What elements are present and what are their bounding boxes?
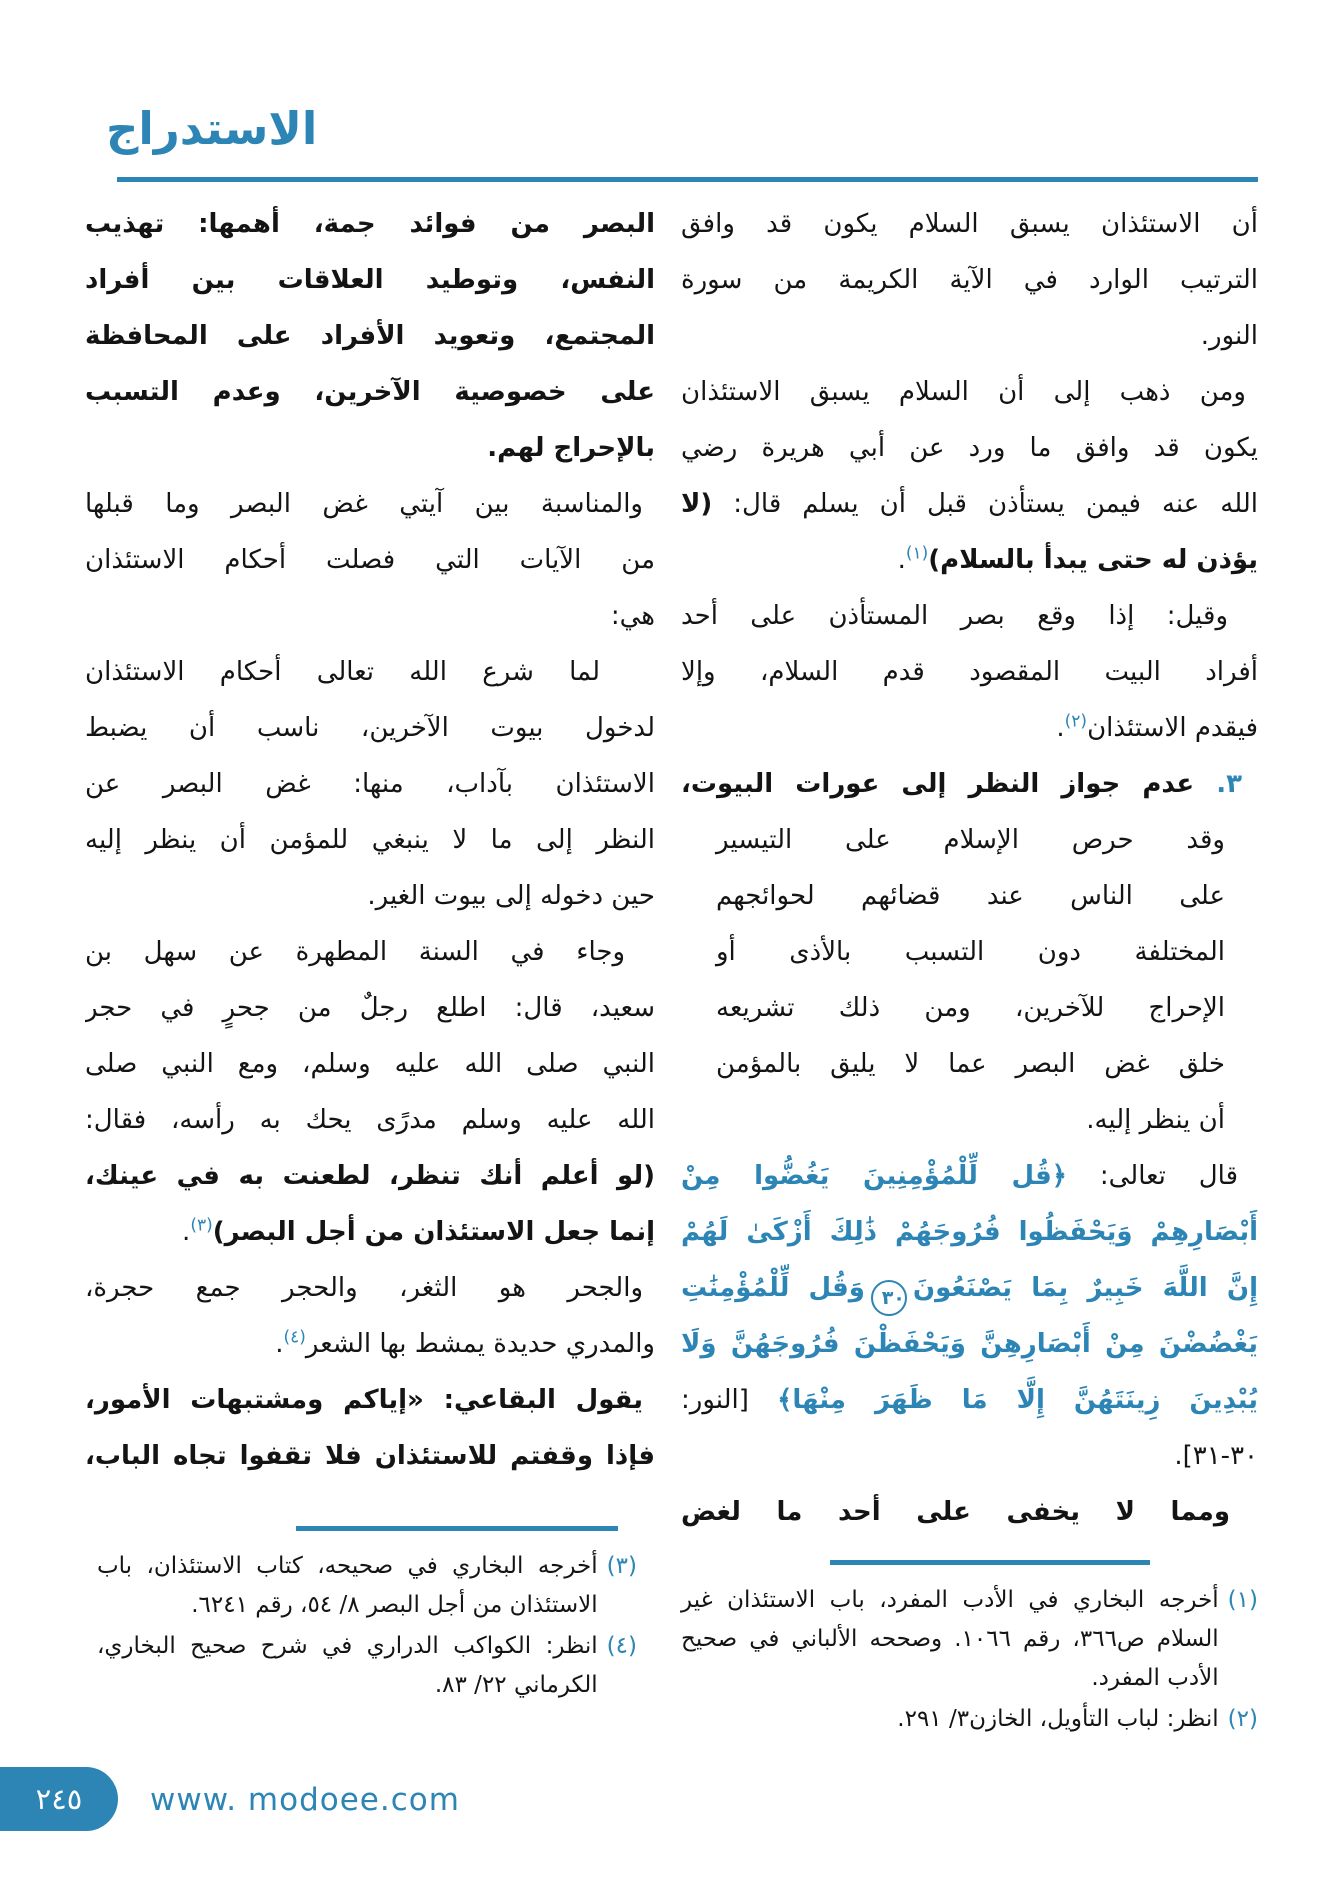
quran-text-segment: يَغْضُضْنَ مِنْ أَبْصَارِهِنَّ وَيَحْفَظْنَ فُرُوجَهُنَّ وَلَا bbox=[681, 1329, 1258, 1359]
footnote-separator bbox=[296, 1526, 618, 1531]
running-head-title: الاستدراج bbox=[106, 102, 318, 155]
text-segment: . bbox=[182, 1217, 191, 1247]
text-line bbox=[85, 1372, 655, 1428]
text-line bbox=[85, 868, 655, 924]
column-left bbox=[85, 196, 655, 1484]
text-segment: . bbox=[275, 1329, 284, 1359]
text-segment: لما شرع الله تعالى أحكام الاستئذان bbox=[85, 657, 600, 687]
footnote bbox=[681, 1581, 1258, 1698]
text-segment: حين دخوله إلى بيوت الغير. bbox=[367, 881, 655, 911]
footnotes-left bbox=[97, 1526, 637, 1707]
text-segment: المختلفة دون التسبب بالأذى أو bbox=[716, 937, 1225, 967]
text-line bbox=[681, 924, 1258, 980]
text-segment: يكون قد وافق ما ورد عن أبي هريرة رضي bbox=[681, 433, 1258, 463]
text-segment: والمدري حديدة يمشط بها الشعر bbox=[305, 1329, 655, 1359]
text-line bbox=[85, 532, 655, 588]
text-line bbox=[681, 1260, 1258, 1316]
text-segment: (لا bbox=[681, 489, 713, 519]
text-segment: يؤذن له حتى يبدأ بالسلام) bbox=[928, 545, 1258, 575]
footnote-marker: (٤) bbox=[283, 1327, 306, 1348]
text-line bbox=[85, 644, 655, 700]
text-line bbox=[85, 1036, 655, 1092]
text-line bbox=[681, 1148, 1258, 1204]
footnote bbox=[97, 1627, 637, 1705]
quran-text-segment: إِنَّ اللَّهَ خَبِيرٌ بِمَا يَصْنَعُونَ bbox=[912, 1273, 1258, 1303]
footnote-number: (٤) bbox=[606, 1633, 637, 1659]
text-segment: ٣٠-٣١]. bbox=[1174, 1441, 1258, 1471]
text-segment: (لو أعلم أنك تنظر، لطعنت به في عينك، bbox=[85, 1161, 655, 1191]
text-segment: بالإحراج لهم. bbox=[487, 433, 655, 463]
text-line bbox=[85, 980, 655, 1036]
header-rule bbox=[117, 177, 1258, 182]
footnote bbox=[681, 1700, 1258, 1739]
text-segment: النور. bbox=[1200, 321, 1258, 351]
page-number: ٢٤٥ bbox=[35, 1782, 83, 1816]
text-segment: الله عنه فيمن يستأذن قبل أن يسلم قال: bbox=[712, 489, 1258, 519]
text-line bbox=[85, 308, 655, 364]
text-line bbox=[85, 588, 655, 644]
text-segment: . bbox=[1056, 713, 1065, 743]
text-line bbox=[85, 1316, 655, 1372]
text-line bbox=[85, 420, 655, 476]
text-segment: الإحراج للآخرين، ومن ذلك تشريعه bbox=[716, 993, 1225, 1023]
footnotes-right bbox=[681, 1560, 1258, 1741]
text-segment: فإذا وقفتم للاستئذان فلا تقفوا تجاه الباب، bbox=[85, 1441, 655, 1471]
text-segment: سعيد، قال: اطلع رجلٌ من جحرٍ في حجر bbox=[85, 993, 655, 1023]
footnote bbox=[97, 1547, 637, 1625]
footnote-text: انظر: لباب التأويل، الخازن٣/ ٢٩١. bbox=[897, 1706, 1219, 1732]
text-line bbox=[85, 1204, 655, 1260]
text-segment: أفراد البيت المقصود قدم السلام، وإلا bbox=[681, 657, 1258, 687]
text-line bbox=[681, 868, 1258, 924]
text-line bbox=[681, 588, 1258, 644]
text-line bbox=[681, 1092, 1258, 1148]
text-segment: وقيل: إذا وقع بصر المستأذن على أحد bbox=[681, 601, 1228, 631]
text-line bbox=[85, 476, 655, 532]
text-line bbox=[85, 924, 655, 980]
text-line bbox=[681, 700, 1258, 756]
text-segment: النبي صلى الله عليه وسلم، ومع النبي صلى bbox=[85, 1049, 655, 1079]
footnote-number: (٢) bbox=[1227, 1706, 1258, 1732]
text-segment: لدخول بيوت الآخرين، ناسب أن يضبط bbox=[85, 713, 655, 743]
text-line bbox=[85, 812, 655, 868]
text-line bbox=[681, 532, 1258, 588]
text-line bbox=[681, 252, 1258, 308]
text-segment: والمناسبة بين آيتي غض البصر وما قبلها bbox=[85, 489, 643, 519]
text-segment: وقد حرص الإسلام على التيسير bbox=[716, 825, 1225, 855]
text-segment: على خصوصية الآخرين، وعدم التسبب bbox=[85, 377, 655, 407]
text-segment: من الآيات التي فصلت أحكام الاستئذان bbox=[85, 545, 655, 575]
text-segment: على الناس عند قضائهم لحوائجهم bbox=[716, 881, 1225, 911]
text-segment: البصر من فوائد جمة، أهمها: تهذيب bbox=[85, 209, 655, 239]
text-line bbox=[85, 1428, 655, 1484]
page-number-tab bbox=[0, 1767, 118, 1831]
text-line bbox=[85, 1092, 655, 1148]
text-line bbox=[85, 364, 655, 420]
footnote-marker: (٣) bbox=[190, 1215, 213, 1236]
text-line bbox=[85, 252, 655, 308]
text-line bbox=[85, 756, 655, 812]
text-segment: عدم جواز النظر إلى عورات البيوت، bbox=[681, 769, 1195, 799]
text-segment: النظر إلى ما لا ينبغي للمؤمن أن ينظر إليه bbox=[85, 825, 655, 855]
text-segment: يقول البقاعي: «إياكم ومشتبهات الأمور، bbox=[85, 1385, 643, 1415]
list-number: ٣. bbox=[1194, 769, 1242, 799]
footnote-text: انظر: الكواكب الدراري في شرح صحيح البخاري، الكرماني ٢٢/ ٨٣. bbox=[97, 1633, 598, 1698]
text-segment: [النور: bbox=[681, 1385, 778, 1415]
text-segment: النفس، وتوطيد العلاقات بين أفراد bbox=[85, 265, 655, 295]
text-line bbox=[85, 1148, 655, 1204]
text-segment: الاستئذان بآداب، منها: غض البصر عن bbox=[85, 769, 655, 799]
text-line bbox=[681, 644, 1258, 700]
footnote-text: أخرجه البخاري في الأدب المفرد، باب الاستئذان غير السلام ص٣٦٦، رقم ١٠٦٦. وصححه الألباني في صحيح الأدب المفرد. bbox=[681, 1587, 1219, 1691]
ayah-number-badge: ٣٠ bbox=[871, 1280, 907, 1316]
footnote-marker: (٢) bbox=[1064, 711, 1088, 732]
text-line bbox=[681, 756, 1258, 812]
text-line bbox=[681, 1484, 1258, 1540]
footnote-marker: (١) bbox=[905, 543, 929, 564]
text-segment: والجحر هو الثغر، والحجر جمع حجرة، bbox=[85, 1273, 643, 1303]
text-line bbox=[85, 1260, 655, 1316]
text-line bbox=[681, 1316, 1258, 1372]
text-segment: إنما جعل الاستئذان من أجل البصر) bbox=[212, 1217, 655, 1247]
text-line bbox=[681, 196, 1258, 252]
text-line bbox=[681, 1428, 1258, 1484]
text-line bbox=[681, 364, 1258, 420]
text-line bbox=[681, 476, 1258, 532]
column-right bbox=[681, 196, 1258, 1540]
text-segment: أن ينظر إليه. bbox=[1086, 1105, 1225, 1135]
text-segment: . bbox=[897, 545, 906, 575]
footnote-separator bbox=[830, 1560, 1150, 1565]
text-segment: الله عليه وسلم مدرًى يحك به رأسه، فقال: bbox=[85, 1105, 655, 1135]
text-line bbox=[85, 700, 655, 756]
text-segment: فيقدم الاستئذان bbox=[1087, 713, 1258, 743]
text-line bbox=[681, 308, 1258, 364]
text-line bbox=[85, 196, 655, 252]
text-line bbox=[681, 980, 1258, 1036]
text-segment: خلق غض البصر عما لا يليق بالمؤمن bbox=[716, 1049, 1225, 1079]
quran-text-segment: ﴿قُل لِّلْمُؤْمِنِينَ يَغُضُّوا مِنْ bbox=[681, 1161, 1067, 1191]
text-line bbox=[681, 420, 1258, 476]
text-line bbox=[681, 1204, 1258, 1260]
footnote-text: أخرجه البخاري في صحيحه، كتاب الاستئذان، باب الاستئذان من أجل البصر ٨/ ٥٤، رقم ٦٢٤١. bbox=[97, 1553, 598, 1618]
text-segment: وجاء في السنة المطهرة عن سهل بن bbox=[85, 937, 625, 967]
quran-text-segment: يُبْدِينَ زِينَتَهُنَّ إِلَّا مَا ظَهَرَ مِنْهَا﴾ bbox=[777, 1385, 1258, 1415]
text-line bbox=[681, 1372, 1258, 1428]
text-segment: هي: bbox=[610, 601, 655, 631]
text-segment: الترتيب الوارد في الآية الكريمة من سورة bbox=[681, 265, 1258, 295]
footnote-number: (١) bbox=[1227, 1587, 1258, 1613]
text-segment: ومما لا يخفى على أحد ما لغض bbox=[681, 1497, 1230, 1527]
text-line bbox=[681, 812, 1258, 868]
text-segment: أن الاستئذان يسبق السلام يكون قد وافق bbox=[681, 209, 1258, 239]
website-url: www. modoee.com bbox=[150, 1782, 460, 1818]
text-segment: ومن ذهب إلى أن السلام يسبق الاستئذان bbox=[681, 377, 1246, 407]
text-line bbox=[681, 1036, 1258, 1092]
footnote-number: (٣) bbox=[606, 1553, 637, 1579]
text-segment: قال تعالى: bbox=[1067, 1161, 1239, 1191]
quran-text-segment: أَبْصَارِهِمْ وَيَحْفَظُوا فُرُوجَهُمْ ذَٰلِكَ أَزْكَىٰ لَهُمْ bbox=[681, 1217, 1258, 1247]
text-segment: المجتمع، وتعويد الأفراد على المحافظة bbox=[85, 321, 655, 351]
quran-text-segment: وَقُل لِّلْمُؤْمِنَٰتِ bbox=[681, 1273, 865, 1303]
